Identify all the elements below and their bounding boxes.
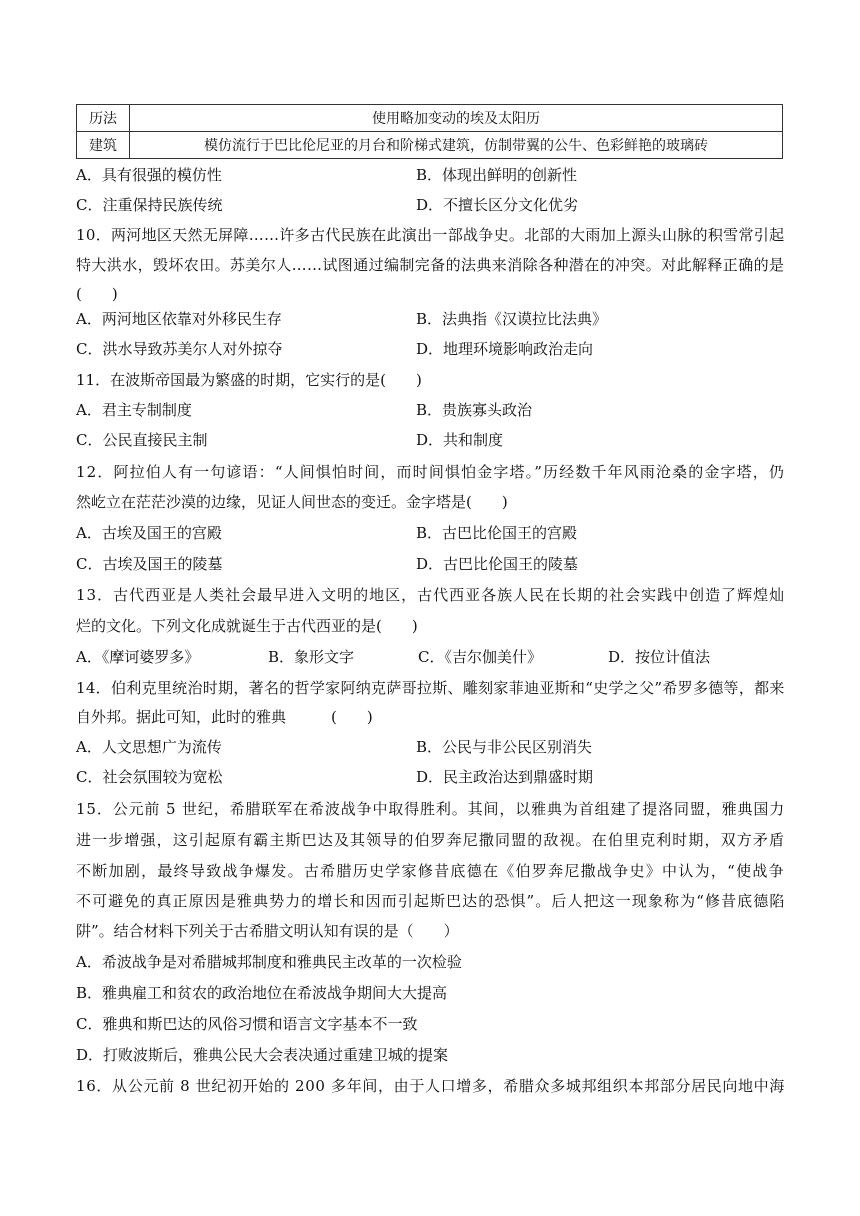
q15-stem-line: 阱”。结合材料下列关于古希腊文明认知有误的是（ ） bbox=[76, 922, 459, 940]
q13-stem-line: 13．古代西亚是人类社会最早进入文明的地区，古代西亚各族人民在长期的社会实践中创造了辉煌灿 bbox=[76, 586, 786, 604]
q11-option-b[interactable]: B．贵族寡头政治 bbox=[416, 401, 533, 419]
q12-stem-line: 然屹立在茫茫沙漠的边缘，见证人间世态的变迁。金字塔是( ) bbox=[76, 493, 508, 511]
q12-stem-line: 12．阿拉伯人有一句谚语：“人间惧怕时间，而时间惧怕金字塔。”历经数千年风雨沧桑的金字塔，仍 bbox=[76, 463, 786, 481]
q15-option-c[interactable]: C．雅典和斯巴达的风俗习惯和语言文字基本不一致 bbox=[76, 1015, 418, 1033]
q14-stem-line: 14．伯利克里统治时期，著名的哲学家阿纳克萨哥拉斯、雕刻家菲迪亚斯和“史学之父”希罗多德等，都来 bbox=[76, 679, 785, 697]
q9-option-d[interactable]: D．不擅长区分文化优劣 bbox=[416, 196, 579, 214]
q9-option-a[interactable]: A．具有很强的模仿性 bbox=[76, 166, 222, 184]
q10-option-c[interactable]: C．洪水导致苏美尔人对外掠夺 bbox=[76, 340, 283, 358]
q15-stem-line: 不断加剧，最终导致战争爆发。古希腊历史学家修昔底德在《伯罗奔尼撒战争史》中认为，“使战争 bbox=[76, 862, 785, 880]
table-row bbox=[77, 105, 783, 132]
q15-stem-line: 不可避免的真正原因是雅典势力的增长和因而引起斯巴达的恐惧”。后人把这一现象称为“修昔底德陷 bbox=[76, 892, 786, 910]
q11-option-d[interactable]: D．共和制度 bbox=[416, 431, 504, 449]
q14-option-a[interactable]: A．人文思想广为流传 bbox=[76, 738, 222, 756]
q13-option-a[interactable]: A．《摩诃婆罗多》 bbox=[76, 648, 200, 666]
q15-stem-line: 进一步增强，这引起原有霸主斯巴达及其领导的伯罗奔尼撒同盟的敌视。在伯里克利时期，双方矛盾 bbox=[76, 831, 786, 849]
table-key: 历法 bbox=[77, 105, 130, 132]
q15-stem-line: 15．公元前 5 世纪，希腊联军在希波战争中取得胜利。其间，以雅典为首组建了提洛同盟，雅典国力 bbox=[76, 800, 786, 818]
q15-option-b[interactable]: B．雅典雇工和贫农的政治地位在希波战争期间大大提高 bbox=[76, 984, 448, 1002]
q12-option-d[interactable]: D．古巴比伦国王的陵墓 bbox=[416, 555, 579, 573]
table-row bbox=[77, 132, 783, 159]
q10-option-b[interactable]: B．法典指《汉谟拉比法典》 bbox=[416, 310, 608, 328]
q13-option-c[interactable]: C．《吉尔伽美什》 bbox=[418, 648, 542, 666]
q10-stem-line: ( ) bbox=[76, 285, 118, 303]
q11-option-a[interactable]: A．君主专制制度 bbox=[76, 401, 192, 419]
table-value: 使用略加变动的埃及太阳历 bbox=[130, 105, 783, 132]
q13-stem-line: 烂的文化。下列文化成就诞生于古代西亚的是( ) bbox=[76, 617, 418, 635]
q10-stem-line: 10．两河地区天然无屏障……许多古代民族在此演出一部战争史。北部的大雨加上源头山脉的积雪常引起 bbox=[76, 226, 785, 244]
q11-stem-line: 11．在波斯帝国最为繁盛的时期，它实行的是( ) bbox=[76, 371, 422, 389]
q12-option-a[interactable]: A．古埃及国王的宫殿 bbox=[76, 524, 222, 542]
q13-option-d[interactable]: D．按位计值法 bbox=[608, 648, 711, 666]
q15-option-d[interactable]: D．打败波斯后，雅典公民大会表决通过重建卫城的提案 bbox=[76, 1046, 449, 1064]
q9-option-c[interactable]: C．注重保持民族传统 bbox=[76, 196, 223, 214]
q14-option-d[interactable]: D．民主政治达到鼎盛时期 bbox=[416, 768, 594, 786]
q12-option-c[interactable]: C．古埃及国王的陵墓 bbox=[76, 555, 223, 573]
q10-option-a[interactable]: A．两河地区依靠对外移民生存 bbox=[76, 310, 282, 328]
q14-stem-line: 自外邦。据此可知，此时的雅典 ( ) bbox=[76, 708, 373, 726]
q15-option-a[interactable]: A．希波战争是对希腊城邦制度和雅典民主改革的一次检验 bbox=[76, 953, 462, 971]
table-value: 模仿流行于巴比伦尼亚的月台和阶梯式建筑，仿制带翼的公牛、色彩鲜艳的玻璃砖 bbox=[130, 132, 783, 159]
q12-option-b[interactable]: B．古巴比伦国王的宫殿 bbox=[416, 524, 578, 542]
q16-stem-line: 16．从公元前 8 世纪初开始的 200 多年间，由于人口增多，希腊众多城邦组织本邦部分居民向地中海 bbox=[76, 1077, 785, 1095]
q14-option-c[interactable]: C．社会氛围较为宽松 bbox=[76, 768, 223, 786]
q13-option-b[interactable]: B．象形文字 bbox=[268, 648, 355, 666]
q10-option-d[interactable]: D．地理环境影响政治走向 bbox=[416, 340, 594, 358]
q9-option-b[interactable]: B．体现出鲜明的创新性 bbox=[416, 166, 578, 184]
culture-table bbox=[76, 104, 783, 159]
table-key: 建筑 bbox=[77, 132, 130, 159]
q11-option-c[interactable]: C．公民直接民主制 bbox=[76, 431, 208, 449]
q14-option-b[interactable]: B．公民与非公民区别消失 bbox=[416, 738, 593, 756]
q10-stem-line: 特大洪水，毁坏农田。苏美尔人……试图通过编制完备的法典来消除各种潜在的冲突。对此解释正确的是 bbox=[76, 256, 785, 274]
